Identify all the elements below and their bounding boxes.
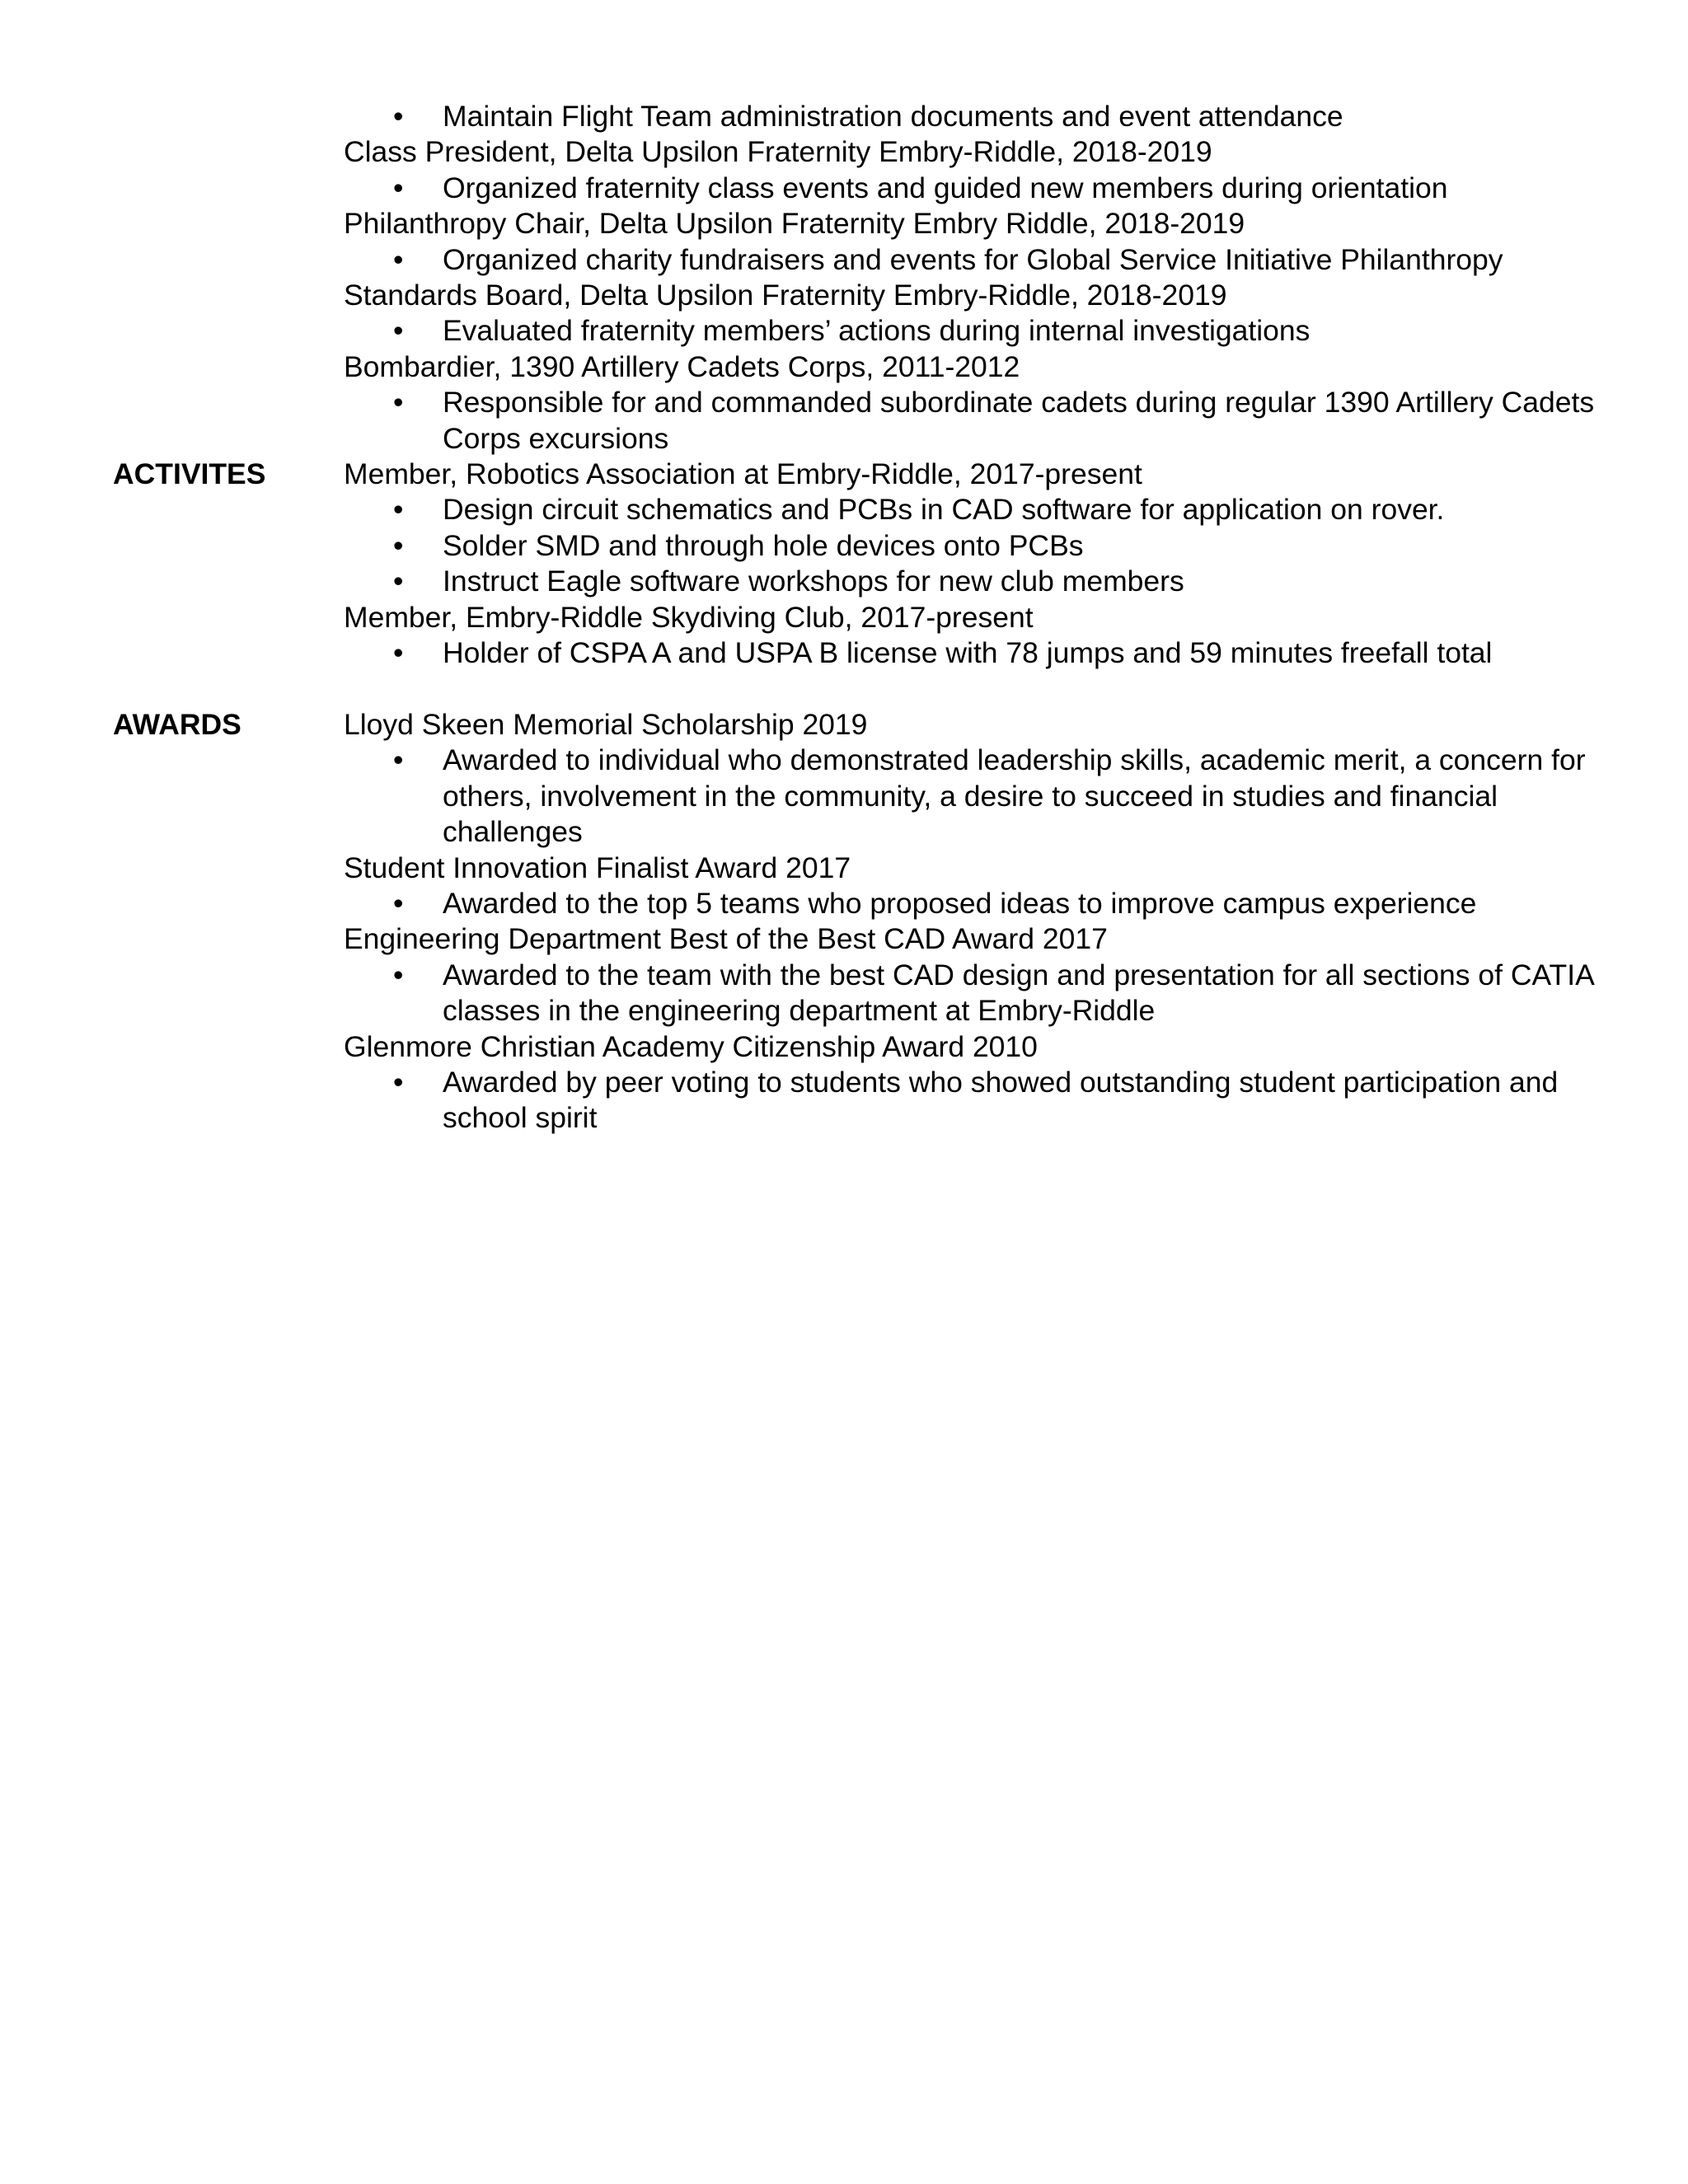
bullet-text: Evaluated fraternity members’ actions during internal investigations	[443, 314, 1311, 348]
bullet-list	[344, 492, 1621, 599]
bullet-text: Instruct Eagle software workshops for new club members	[443, 565, 1184, 598]
awards-entry	[344, 707, 1621, 851]
leadership-section	[113, 99, 1621, 457]
bullet-item	[344, 886, 1621, 921]
bullet-item	[344, 958, 1621, 1029]
bullet-icon: •	[393, 100, 404, 133]
bullet-text: Maintain Flight Team administration documents and event attendance	[443, 100, 1343, 133]
bullet-list	[344, 99, 1621, 134]
bullet-text: Responsible for and commanded subordinate cadets during regular 1390 Artillery Cadets Corps excursions	[443, 386, 1595, 455]
bullet-icon: •	[393, 886, 404, 920]
bullet-item	[344, 564, 1621, 599]
section-heading-activities: ACTIVITES	[113, 457, 266, 491]
bullet-item	[344, 743, 1621, 850]
bullet-icon: •	[393, 636, 404, 670]
entry-title: Lloyd Skeen Memorial Scholarship 2019	[344, 707, 868, 741]
bullet-text: Awarded by peer voting to students who showed outstanding student participation and school spirit	[443, 1065, 1559, 1135]
bullet-list	[344, 743, 1621, 850]
awards-section	[113, 707, 1621, 1137]
bullet-icon: •	[393, 958, 404, 991]
entry-title: Standards Board, Delta Upsilon Fraternity Embry-Riddle, 2018-2019	[344, 279, 1227, 312]
resume-content	[113, 99, 1621, 1137]
awards-entry	[344, 921, 1621, 1029]
leadership-entry	[344, 278, 1621, 349]
activities-entry	[344, 600, 1621, 672]
bullet-icon: •	[393, 565, 404, 598]
bullet-item	[344, 313, 1621, 349]
leadership-entry	[344, 99, 1621, 134]
leadership-entry	[344, 206, 1621, 278]
awards-entry	[344, 851, 1621, 922]
bullet-icon: •	[393, 242, 404, 276]
bullet-icon: •	[393, 314, 404, 348]
activities-section	[113, 457, 1621, 671]
section-spacer	[113, 672, 1621, 707]
activities-entry	[344, 457, 1621, 600]
bullet-item	[344, 492, 1621, 527]
entry-title: Bombardier, 1390 Artillery Cadets Corps, 2011-2012	[344, 349, 1020, 383]
bullet-list	[344, 313, 1621, 349]
bullet-text: Awarded to the top 5 teams who proposed ideas to improve campus experience	[443, 886, 1477, 920]
bullet-icon: •	[393, 1065, 404, 1099]
bullet-text: Awarded to the team with the best CAD design and presentation for all sections of CATIA classes in the engineering department at Embry-Riddle	[443, 958, 1593, 1028]
bullet-list	[344, 242, 1621, 278]
bullet-item	[344, 99, 1621, 134]
entry-title: Glenmore Christian Academy Citizenship Award 2010	[344, 1029, 1038, 1063]
bullet-list	[344, 385, 1621, 457]
bullet-item	[344, 635, 1621, 671]
entry-title: Philanthropy Chair, Delta Upsilon Fraternity Embry Riddle, 2018-2019	[344, 207, 1245, 241]
bullet-icon: •	[393, 386, 404, 419]
bullet-text: Awarded to individual who demonstrated leadership skills, academic merit, a concern for others, involvement in the community, a desire to succeed in studies and financial challenges	[443, 743, 1586, 849]
bullet-icon: •	[393, 171, 404, 204]
entry-title: Engineering Department Best of the Best CAD Award 2017	[344, 922, 1108, 956]
bullet-text: Design circuit schematics and PCBs in CAD software for application on rover.	[443, 493, 1445, 527]
bullet-item	[344, 171, 1621, 206]
bullet-icon: •	[393, 528, 404, 562]
section-heading-awards: AWARDS	[113, 707, 241, 741]
bullet-text: Organized fraternity class events and guided new members during orientation	[443, 171, 1448, 204]
bullet-text: Holder of CSPA A and USPA B license with 78 jumps and 59 minutes freefall total	[443, 636, 1493, 670]
bullet-text: Solder SMD and through hole devices onto PCBs	[443, 528, 1084, 562]
bullet-list	[344, 171, 1621, 206]
leadership-entry	[344, 349, 1621, 457]
bullet-list	[344, 886, 1621, 921]
bullet-icon: •	[393, 493, 404, 527]
entry-title: Member, Robotics Association at Embry-Riddle, 2017-present	[344, 457, 1142, 491]
entry-title: Member, Embry-Riddle Skydiving Club, 2017-present	[344, 600, 1034, 634]
awards-entry	[344, 1029, 1621, 1137]
bullet-list	[344, 958, 1621, 1029]
entry-title: Student Innovation Finalist Award 2017	[344, 851, 851, 884]
entry-title: Class President, Delta Upsilon Fraternity Embry-Riddle, 2018-2019	[344, 135, 1212, 169]
bullet-item	[344, 1065, 1621, 1137]
bullet-icon: •	[393, 743, 404, 777]
bullet-list	[344, 1065, 1621, 1137]
leadership-entry	[344, 134, 1621, 206]
bullet-item	[344, 242, 1621, 278]
bullet-item	[344, 385, 1621, 457]
bullet-list	[344, 635, 1621, 671]
bullet-text: Organized charity fundraisers and events for Global Service Initiative Philanthropy	[443, 242, 1503, 276]
bullet-item	[344, 528, 1621, 564]
